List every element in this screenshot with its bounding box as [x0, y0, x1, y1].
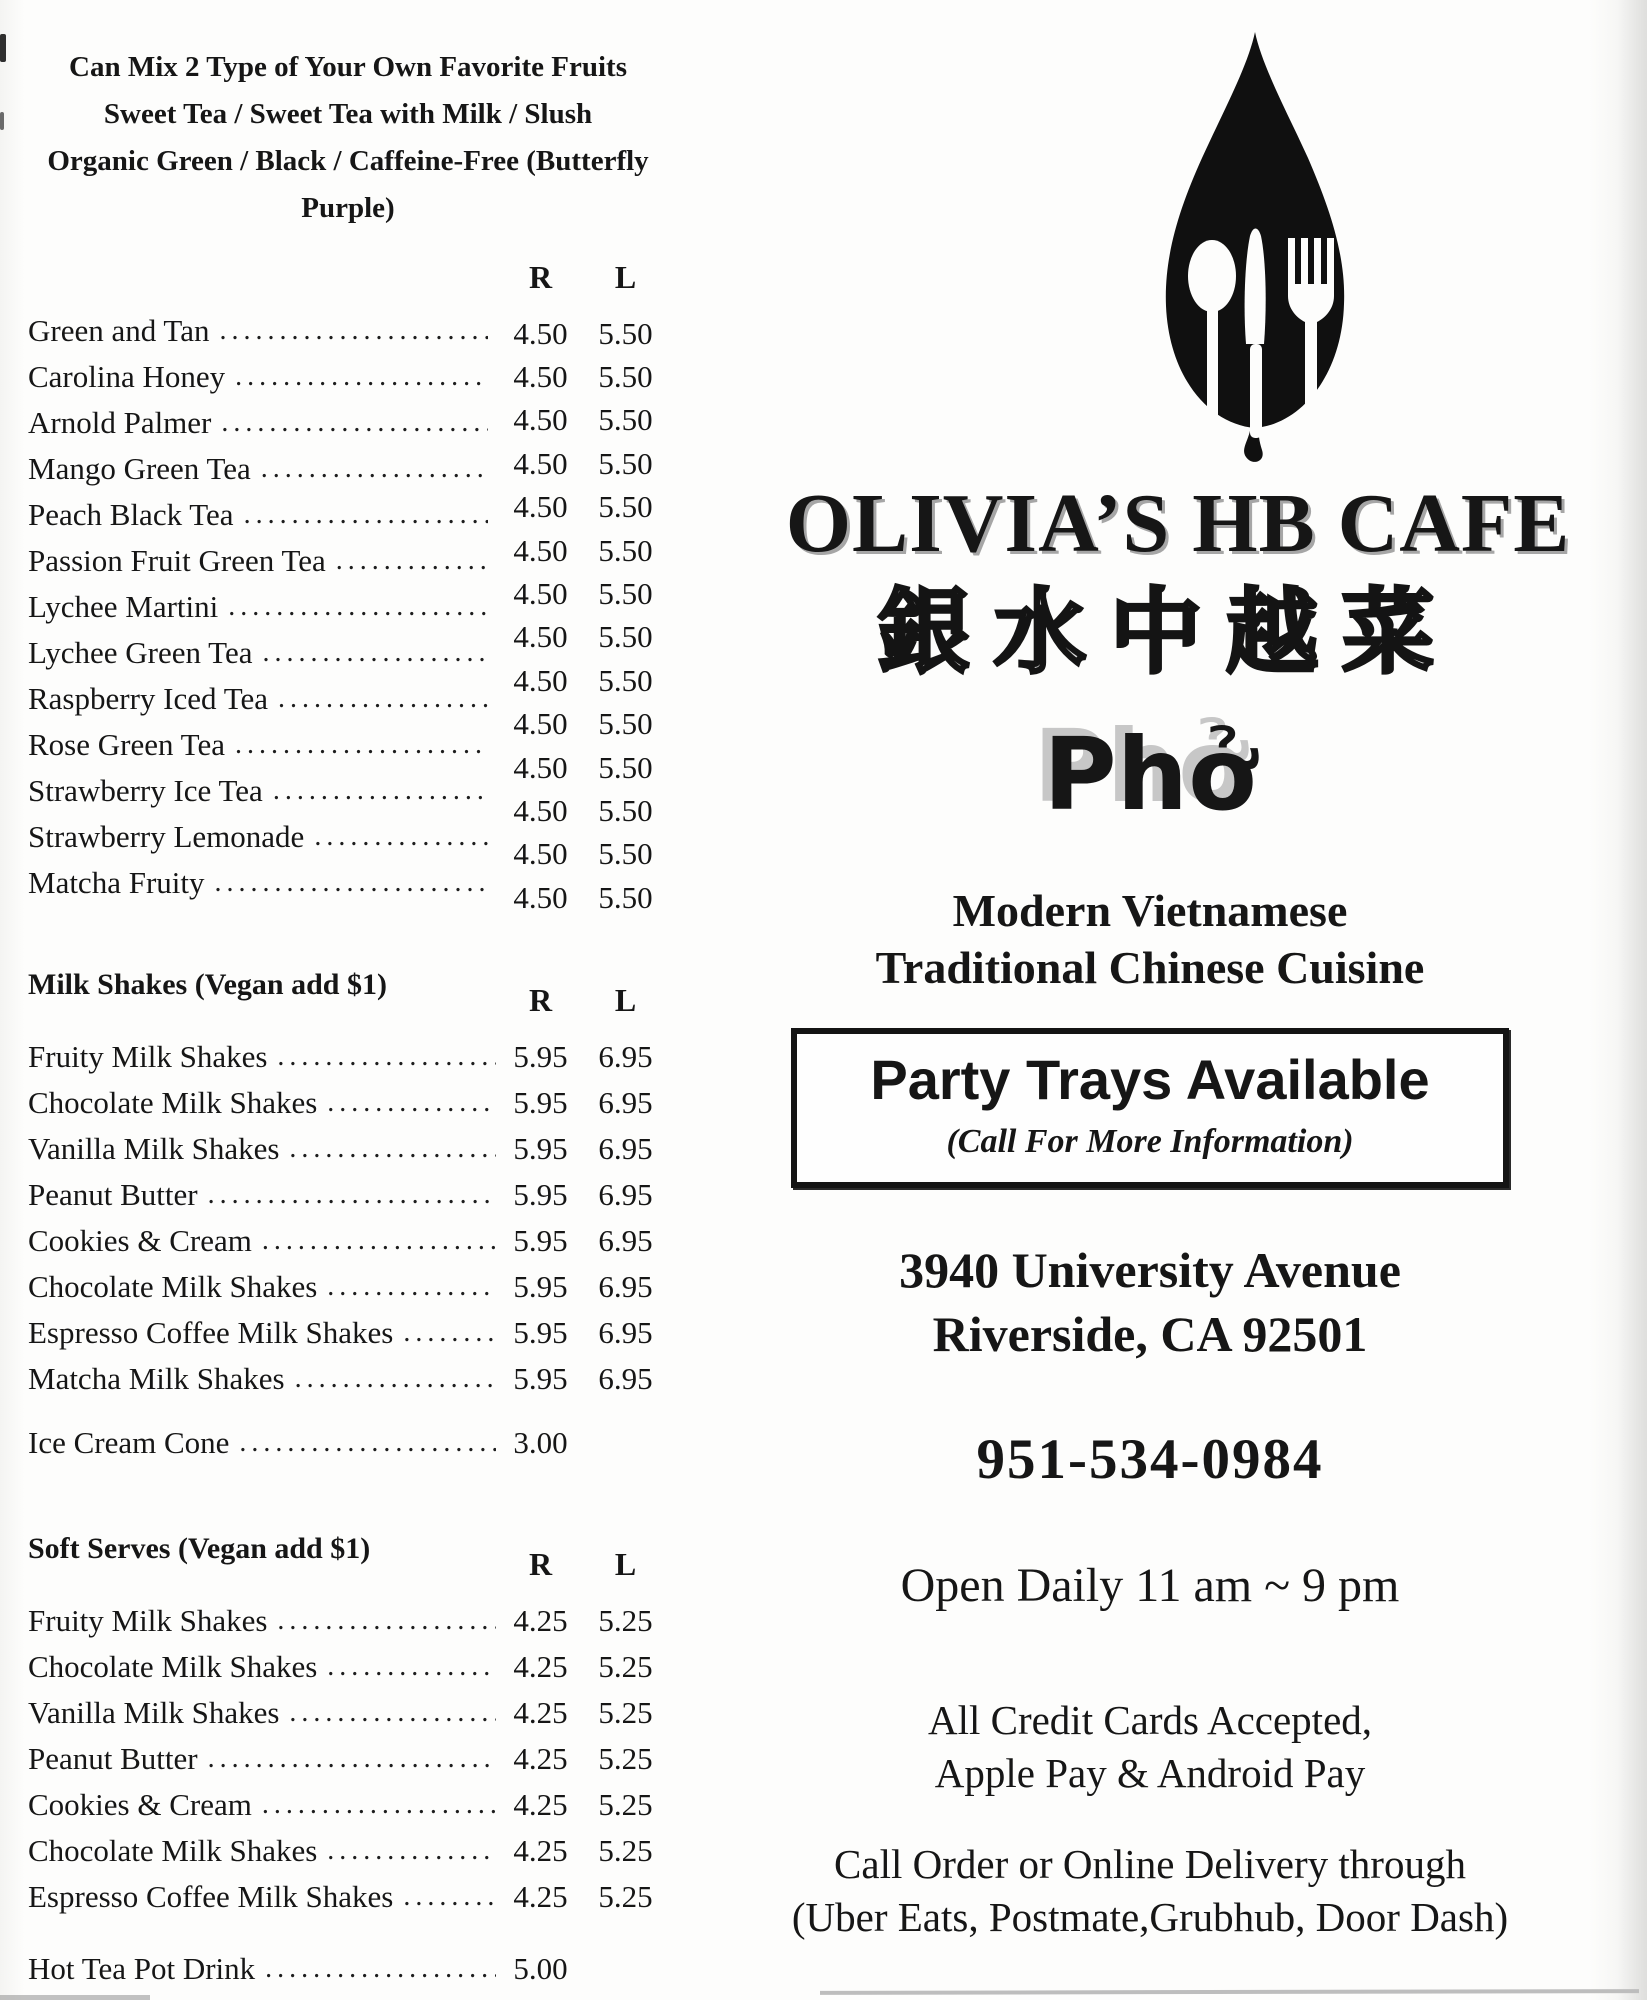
price-regular: 4.25 — [513, 1649, 568, 1684]
dotted-leader — [403, 1874, 496, 1920]
menu-item-row — [28, 1828, 668, 1874]
scan-artifact — [0, 34, 6, 62]
price-pair-row — [498, 703, 668, 746]
size-header-row — [28, 254, 668, 300]
price-regular: 5.95 — [513, 1085, 568, 1120]
price-large: 5.25 — [598, 1833, 653, 1868]
price-large: 6.95 — [598, 1131, 653, 1166]
dotted-leader — [327, 1264, 496, 1310]
dotted-leader — [295, 1356, 496, 1402]
dotted-leader — [261, 446, 488, 492]
dotted-leader — [221, 400, 488, 446]
price-regular: 4.25 — [513, 1741, 568, 1776]
price-large: 5.25 — [598, 1787, 653, 1822]
price-regular: 4.50 — [513, 315, 568, 351]
price-regular: 4.25 — [513, 1879, 568, 1914]
scan-artifact — [820, 1989, 1639, 1995]
dotted-leader — [273, 768, 488, 814]
menu-item-row — [28, 1598, 668, 1644]
menu-item-name: Vanilla Milk Shakes — [28, 1131, 280, 1166]
price-regular: 5.95 — [513, 1223, 568, 1258]
price-large: 6.95 — [598, 1039, 653, 1074]
phone-number: 951-534-0984 — [976, 1428, 1324, 1491]
intro-line-3: Organic Green / Black / Caffeine-Free (Butterfly Purple) — [47, 145, 649, 224]
intro-header — [28, 0, 668, 232]
menu-item-name: Hot Tea Pot Drink — [28, 1951, 256, 1986]
section-milk-shakes — [28, 1034, 668, 1402]
menu-item-name: Fruity Milk Shakes — [28, 1039, 268, 1074]
section-soft-serves-extra — [28, 1946, 668, 1992]
price-regular: 5.95 — [513, 1269, 568, 1304]
delivery-line-2: (Uber Eats, Postmate,Grubhub, Door Dash) — [791, 1894, 1509, 1940]
scan-artifact — [0, 112, 4, 130]
menu-item-name: Carolina Honey — [28, 359, 226, 394]
price-pair-row — [498, 399, 668, 442]
price-large: 5.50 — [598, 532, 653, 568]
size-header-regular: R — [528, 982, 553, 1018]
price-pair-row — [498, 616, 668, 659]
price-regular: 4.50 — [513, 662, 568, 698]
menu-item-name: Lychee Martini — [28, 589, 219, 624]
dotted-leader — [278, 676, 488, 722]
price-regular: 4.50 — [513, 359, 568, 395]
price-pair-row — [498, 529, 668, 572]
dotted-leader — [208, 1736, 496, 1782]
price-large: 5.50 — [598, 359, 653, 395]
dotted-leader — [262, 630, 488, 676]
price-pair-row — [498, 833, 668, 876]
dotted-leader — [289, 1126, 496, 1172]
price-regular: 5.00 — [513, 1951, 568, 1986]
price-large: 5.25 — [598, 1649, 653, 1684]
menu-item-row — [28, 1690, 668, 1736]
menu-item-name: Strawberry Lemonade — [28, 819, 305, 854]
dotted-leader — [327, 1644, 496, 1690]
price-pair-row — [498, 312, 668, 355]
price-large: 6.95 — [598, 1085, 653, 1120]
menu-item-row — [28, 1310, 668, 1356]
price-large: 5.50 — [598, 315, 653, 351]
delivery-info — [690, 1838, 1610, 1944]
price-regular: 4.50 — [513, 402, 568, 438]
menu-item-name: Chocolate Milk Shakes — [28, 1833, 318, 1868]
dotted-leader — [235, 354, 488, 400]
price-large: 5.50 — [598, 706, 653, 742]
menu-item-name: Matcha Milk Shakes — [28, 1361, 285, 1396]
cuisine-tagline — [690, 882, 1610, 996]
price-large: 5.50 — [598, 836, 653, 872]
price-pair-row — [498, 572, 668, 615]
menu-item-name: Strawberry Ice Tea — [28, 773, 263, 808]
price-regular: 4.25 — [513, 1695, 568, 1730]
price-large: 6.95 — [598, 1269, 653, 1304]
restaurant-name: OLIVIA’S HB CAFE — [785, 477, 1571, 570]
price-regular: 4.50 — [513, 489, 568, 525]
price-regular: 5.95 — [513, 1039, 568, 1074]
price-regular: 5.95 — [513, 1177, 568, 1212]
price-regular: 4.50 — [513, 576, 568, 612]
dotted-leader — [228, 584, 488, 630]
size-header-regular: R — [528, 259, 553, 295]
menu-item-name: Passion Fruit Green Tea — [28, 543, 326, 578]
menu-item-row — [28, 1736, 668, 1782]
spacer — [387, 962, 498, 1008]
price-large: 5.25 — [598, 1741, 653, 1776]
dotted-leader — [336, 538, 488, 584]
menu-item-row — [28, 1034, 668, 1080]
menu-item-name: Espresso Coffee Milk Shakes — [28, 1315, 394, 1350]
price-large: 6.95 — [598, 1177, 653, 1212]
menu-item-row — [28, 1874, 668, 1920]
address-line-2: Riverside, CA 92501 — [932, 1306, 1368, 1362]
dotted-leader — [327, 1828, 496, 1874]
dotted-leader — [208, 1172, 496, 1218]
dotted-leader — [314, 814, 488, 860]
menu-item-name: Raspberry Iced Tea — [28, 681, 268, 716]
price-large: 5.25 — [598, 1603, 653, 1638]
price-pair-row — [498, 876, 668, 919]
tagline-line-1: Modern Vietnamese — [952, 885, 1348, 936]
price-large: 5.25 — [598, 1695, 653, 1730]
pho-wordmark: Phở — [1043, 716, 1257, 833]
menu-item-row — [28, 1356, 668, 1402]
brand-column — [690, 0, 1610, 1944]
section-milk-shakes-extra — [28, 1420, 668, 1466]
price-pair-row — [498, 789, 668, 832]
price-large: 5.50 — [598, 445, 653, 481]
tea-price-column — [498, 312, 668, 919]
menu-item-name: Chocolate Milk Shakes — [28, 1649, 318, 1684]
menu-item-name: Peanut Butter — [28, 1741, 198, 1776]
section-heading-soft-serves — [28, 1526, 668, 1582]
price-regular: 4.25 — [513, 1603, 568, 1638]
price-regular: 5.95 — [513, 1361, 568, 1396]
section-fruit-teas — [28, 308, 668, 915]
dotted-leader — [244, 492, 488, 538]
size-header-regular: R — [528, 1546, 553, 1582]
size-header-large: L — [614, 259, 637, 295]
price-regular: 4.50 — [513, 619, 568, 655]
intro-line-1: Can Mix 2 Type of Your Own Favorite Fruits — [69, 51, 627, 83]
menu-item-name: Peanut Butter — [28, 1177, 198, 1212]
price-pair-row — [498, 355, 668, 398]
price-large — [583, 1420, 668, 1466]
section-soft-serves — [28, 1598, 668, 1920]
price-regular: 3.00 — [513, 1425, 568, 1460]
price-pair-row — [498, 486, 668, 529]
menu-item-name: Peach Black Tea — [28, 497, 234, 532]
price-regular: 4.50 — [513, 445, 568, 481]
menu-item-name: Vanilla Milk Shakes — [28, 1695, 280, 1730]
price-regular: 4.50 — [513, 706, 568, 742]
price-large: 5.50 — [598, 749, 653, 785]
price-pair-row — [498, 746, 668, 789]
spacer — [370, 1526, 498, 1572]
menu-item-row — [28, 1644, 668, 1690]
opening-hours: Open Daily 11 am ~ 9 pm — [900, 1559, 1400, 1612]
dotted-leader — [265, 1946, 496, 1992]
party-trays-title: Party Trays Available — [870, 1048, 1430, 1111]
price-large: 5.50 — [598, 879, 653, 915]
price-pair-row — [498, 442, 668, 485]
restaurant-chinese-name: 銀水中越菜 — [877, 579, 1458, 686]
price-large: 5.25 — [598, 1879, 653, 1914]
menu-item-name: Matcha Fruity — [28, 865, 205, 900]
drop-utensils-logo-icon — [1150, 26, 1360, 466]
size-header-large: L — [614, 982, 637, 1018]
price-large: 5.50 — [598, 402, 653, 438]
size-header-large: L — [614, 1546, 637, 1582]
menu-item-row — [28, 1218, 668, 1264]
payment-info — [690, 1694, 1610, 1800]
menu-item-row — [28, 1264, 668, 1310]
price-large — [583, 1946, 668, 1992]
address-block — [690, 1238, 1610, 1366]
menu-item-row — [28, 1946, 668, 1992]
price-regular: 4.25 — [513, 1833, 568, 1868]
soft-serves-heading: Soft Serves (Vegan add $1) — [28, 1532, 371, 1565]
menu-item-name: Espresso Coffee Milk Shakes — [28, 1879, 394, 1914]
dotted-leader — [403, 1310, 496, 1356]
menu-item-row — [28, 1172, 668, 1218]
menu-item-name: Green and Tan — [28, 313, 210, 348]
price-regular: 4.50 — [513, 792, 568, 828]
menu-item-name: Rose Green Tea — [28, 727, 225, 762]
dotted-leader — [262, 1782, 496, 1828]
menu-item-row — [28, 1420, 668, 1466]
price-large: 5.50 — [598, 576, 653, 612]
price-large: 5.50 — [598, 489, 653, 525]
menu-item-name: Mango Green Tea — [28, 451, 251, 486]
scan-edge-shadow — [1617, 0, 1647, 2000]
party-trays-subtitle: (Call For More Information) — [946, 1123, 1354, 1160]
price-large: 5.50 — [598, 792, 653, 828]
dotted-leader — [289, 1690, 496, 1736]
intro-line-2: Sweet Tea / Sweet Tea with Milk / Slush — [103, 98, 593, 130]
section-heading-milk-shakes — [28, 962, 668, 1018]
price-large: 6.95 — [598, 1223, 653, 1258]
price-regular: 5.95 — [513, 1131, 568, 1166]
menu-item-row — [28, 1126, 668, 1172]
price-regular: 4.50 — [513, 879, 568, 915]
party-trays-box — [791, 1028, 1509, 1188]
delivery-line-1: Call Order or Online Delivery through — [834, 1841, 1466, 1887]
dotted-leader — [277, 1034, 496, 1080]
menu-item-name: Fruity Milk Shakes — [28, 1603, 268, 1638]
price-large: 6.95 — [598, 1361, 653, 1396]
price-regular: 4.50 — [513, 532, 568, 568]
scan-artifact — [0, 1995, 150, 2000]
price-regular: 4.25 — [513, 1787, 568, 1822]
dotted-leader — [235, 722, 488, 768]
price-regular: 5.95 — [513, 1315, 568, 1350]
milk-shakes-heading: Milk Shakes (Vegan add $1) — [28, 968, 387, 1001]
price-large: 5.50 — [598, 619, 653, 655]
menu-item-name: Chocolate Milk Shakes — [28, 1085, 318, 1120]
menu-item-name: Cookies & Cream — [28, 1223, 252, 1258]
menu-item-name: Arnold Palmer — [28, 405, 212, 440]
menu-item-name: Cookies & Cream — [28, 1787, 252, 1822]
menu-item-name: Chocolate Milk Shakes — [28, 1269, 318, 1304]
dotted-leader — [215, 860, 489, 906]
payment-line-1: All Credit Cards Accepted, — [927, 1697, 1373, 1743]
dotted-leader — [239, 1420, 496, 1466]
payment-line-2: Apple Pay & Android Pay — [934, 1750, 1366, 1796]
menu-item-name: Ice Cream Cone — [28, 1425, 230, 1460]
dotted-leader — [219, 308, 488, 354]
dotted-leader — [327, 1080, 496, 1126]
menu-item-row — [28, 1782, 668, 1828]
menu-item-row — [28, 1080, 668, 1126]
address-line-1: 3940 University Avenue — [899, 1242, 1401, 1298]
price-large: 6.95 — [598, 1315, 653, 1350]
tagline-line-2: Traditional Chinese Cuisine — [875, 942, 1425, 993]
price-regular: 4.50 — [513, 836, 568, 872]
dotted-leader — [262, 1218, 496, 1264]
price-regular: 4.50 — [513, 749, 568, 785]
dotted-leader — [277, 1598, 496, 1644]
drinks-column — [28, 0, 668, 1992]
menu-item-name: Lychee Green Tea — [28, 635, 253, 670]
price-large: 5.50 — [598, 662, 653, 698]
price-pair-row — [498, 659, 668, 702]
